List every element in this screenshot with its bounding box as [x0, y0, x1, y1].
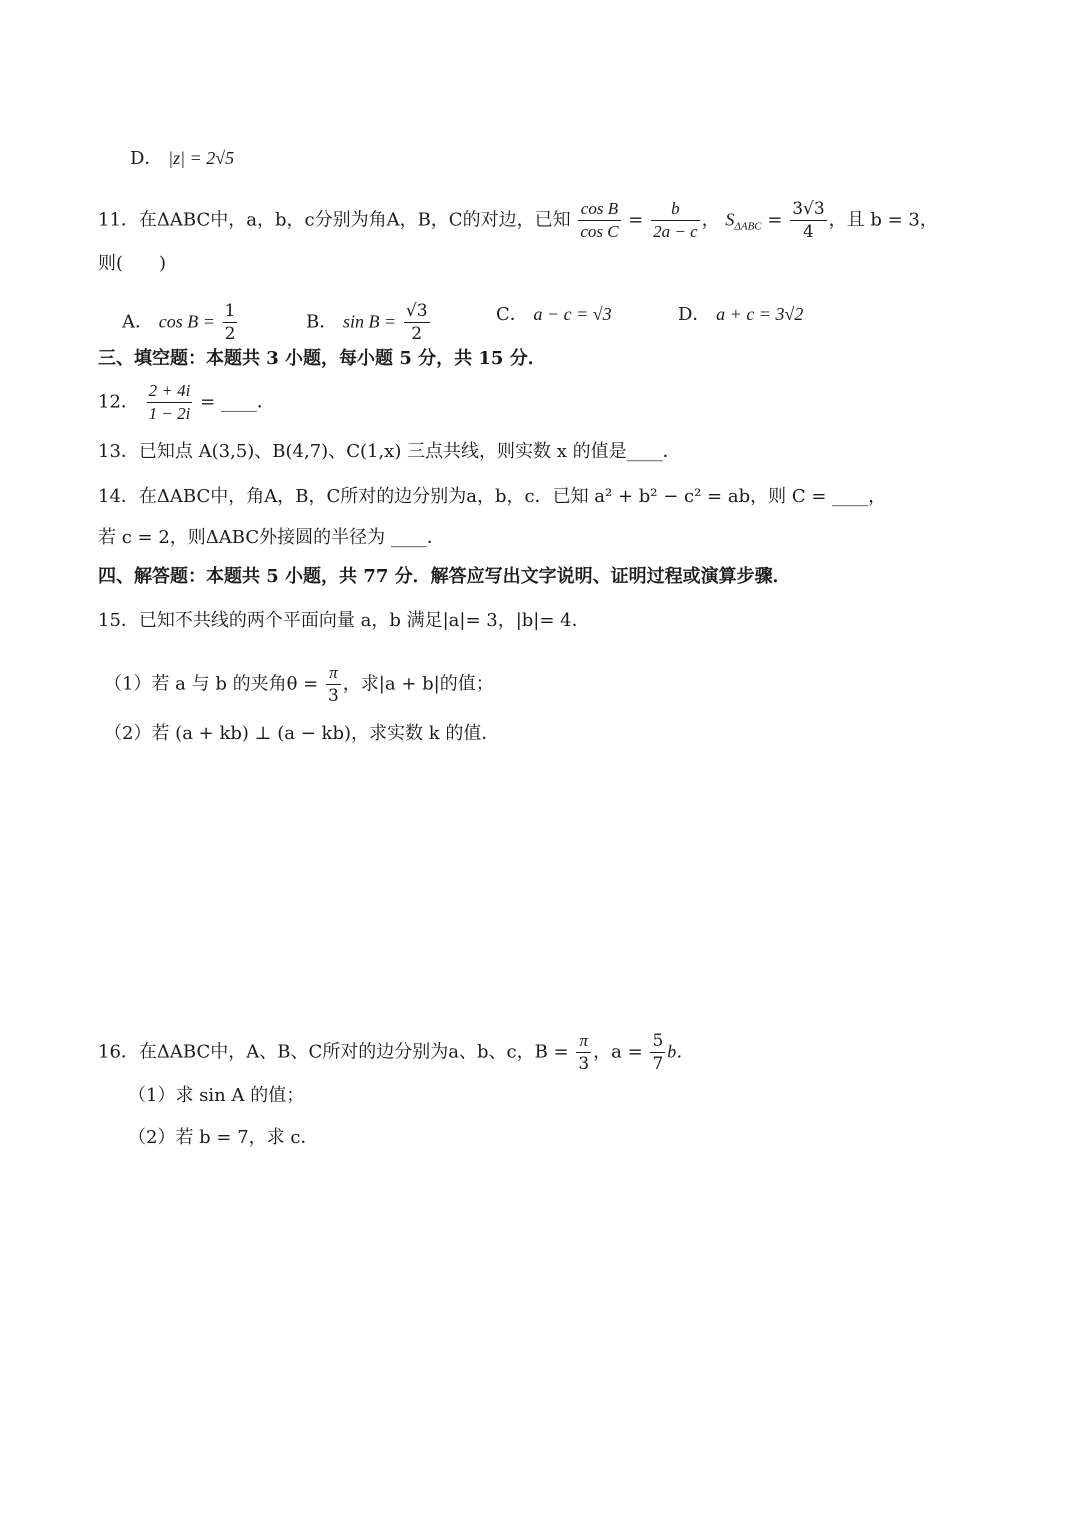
fraction-denominator: 3 — [327, 686, 339, 706]
option-label: B． — [306, 311, 338, 333]
q11-option-c — [496, 302, 612, 327]
question-14 — [98, 485, 886, 509]
fraction-numerator: √3 — [405, 301, 428, 321]
section-heading-solutions: 四、解答题：本题共 5 小题，共 77 分．解答应写出文字说明、证明过程或演算步骤． — [98, 566, 791, 587]
option-fraction — [404, 300, 430, 345]
fraction-denominator: 1 − 2i — [148, 404, 191, 423]
fraction-area-value — [790, 198, 826, 243]
question-text-tail: = ____． — [200, 391, 275, 413]
fraction-denominator: 2 — [224, 324, 236, 344]
question-text-mid: ，a = — [593, 1041, 643, 1063]
part-text: （1）若 a 与 b 的夹角θ = — [104, 673, 319, 695]
fraction-denominator: cos C — [580, 222, 619, 241]
option-lhs: sin B = — [342, 311, 397, 332]
area-subscript: ΔABC — [734, 220, 762, 233]
question-number: 13． — [98, 441, 139, 462]
fraction-denominator: 4 — [803, 222, 814, 242]
option-expr: |z| = 2√5 — [168, 148, 235, 168]
fraction-numerator: 1 — [224, 301, 236, 321]
option-label: C． — [496, 304, 528, 325]
equals-sign: = — [628, 209, 644, 231]
question-15-part2: （2）若 (a + kb) ⊥ (a − kb)，求实数 k 的值． — [104, 723, 500, 744]
fraction-numerator: b — [651, 198, 700, 221]
question-text: 在ΔABC中，a，b，c分别为角A，B，C的对边，已知 — [138, 209, 571, 231]
question-text: 已知不共线的两个平面向量 a，b 满足|a|= 3，|b|= 4． — [138, 610, 590, 631]
section-heading-fill-in: 三、填空题：本题共 3 小题，每小题 5 分，共 15 分． — [98, 348, 546, 369]
question-15 — [98, 609, 590, 633]
q11-option-b — [306, 300, 432, 345]
option-lhs: cos B = — [158, 311, 215, 332]
option-label: D． — [130, 148, 163, 169]
question-12 — [98, 380, 275, 425]
fraction-denominator: 7 — [652, 1054, 664, 1074]
fraction-5-over-7 — [650, 1030, 665, 1075]
question-number: 14． — [98, 486, 139, 507]
option-expr: a − c = √3 — [533, 304, 612, 324]
fraction-denominator: 3 — [578, 1054, 590, 1074]
question-text-tail: ，且 b = 3， — [828, 209, 938, 231]
fraction-numerator: π — [326, 662, 341, 685]
fraction-numerator: cos B — [578, 198, 620, 221]
question-16 — [98, 1030, 694, 1075]
fraction-numerator: 5 — [652, 1031, 664, 1051]
q11-option-d — [678, 302, 803, 327]
prev-option-d — [130, 146, 234, 171]
question-number: 12． — [98, 391, 139, 413]
fraction-cosb-cosc — [578, 198, 620, 243]
question-text: 在ΔABC中，A、B、C所对的边分别为a、b、c，B = — [138, 1041, 569, 1063]
fraction-complex — [147, 380, 193, 425]
equals-sign: = — [767, 209, 783, 231]
fraction-denominator: 2 — [411, 324, 423, 344]
question-13 — [98, 440, 681, 464]
area-symbol: S — [725, 209, 735, 230]
question-11 — [98, 198, 938, 243]
question-number: 11． — [98, 209, 139, 231]
fraction-pi-over-3 — [576, 1030, 591, 1075]
fraction-denominator: 2a − c — [653, 222, 698, 241]
fraction-numerator: 3√3 — [792, 199, 825, 219]
question-16-part2: （2）若 b = 7，求 c． — [128, 1127, 319, 1148]
comma: ， — [701, 209, 720, 231]
option-fraction — [223, 300, 238, 345]
option-label: D． — [678, 304, 711, 325]
question-14-line2: 若 c = 2，则ΔABC外接圆的半径为 ____． — [98, 527, 445, 548]
question-text: 在ΔABC中，角A，B，C所对的边分别为a，b，c．已知 a² + b² − c² = ab，则 C = ____， — [138, 486, 887, 507]
fraction-numerator: π — [576, 1030, 591, 1053]
fraction-numerator: 2 + 4i — [147, 380, 193, 403]
question-text-tail: b． — [667, 1041, 695, 1062]
part-text-tail: ，求|a + b|的值； — [342, 673, 494, 695]
question-16-part1: （1）求 sin A 的值； — [128, 1085, 305, 1106]
fraction-b-over-2a-c — [651, 198, 700, 243]
option-expr: a + c = 3√2 — [716, 304, 804, 324]
question-number: 15． — [98, 610, 139, 631]
question-text: 已知点 A(3,5)、B(4,7)、C(1,x) 三点共线，则实数 x 的值是____． — [138, 441, 681, 462]
question-number: 16． — [98, 1041, 139, 1063]
question-15-part1 — [104, 662, 494, 707]
q11-option-a — [122, 300, 239, 345]
fraction-pi-over-3 — [326, 662, 341, 707]
option-label: A． — [122, 311, 153, 333]
question-11-tail: 则( ) — [98, 253, 167, 274]
